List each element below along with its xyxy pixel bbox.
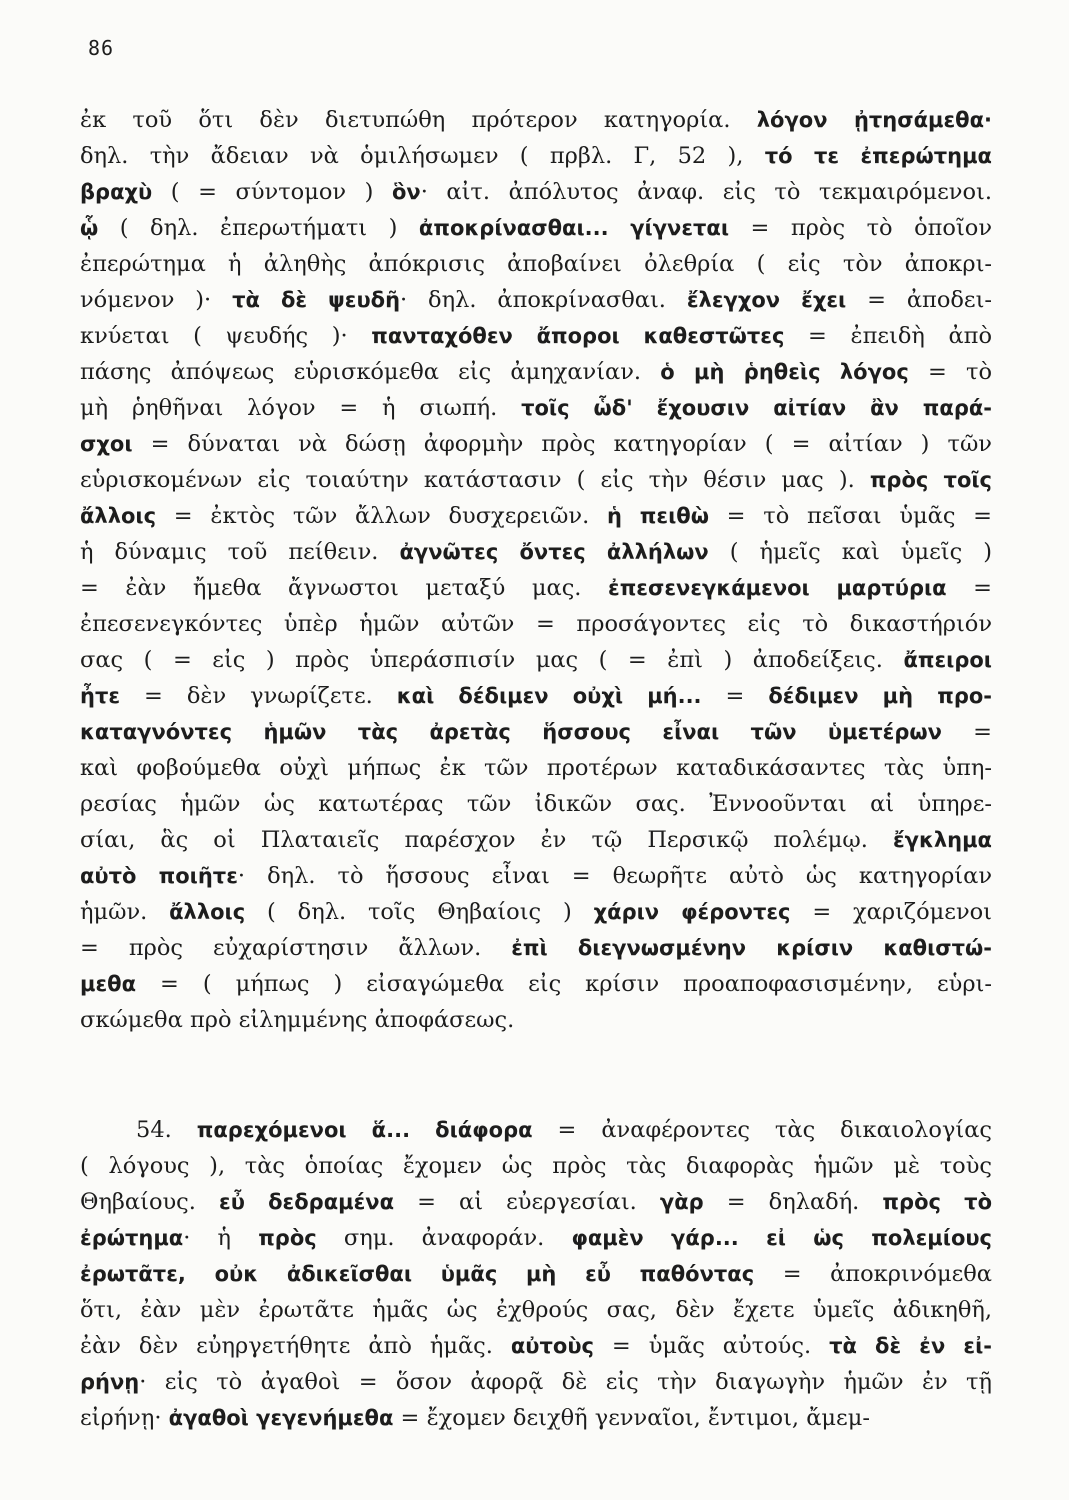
- gloss-text: ( δηλ. ἐπερωτήματι ): [98, 215, 419, 241]
- text-line: [80, 858, 992, 894]
- gloss-text: · αἰτ. ἀπόλυτος ἀναφ. εἰς τὸ τεκμαιρόμενοι.: [420, 179, 992, 205]
- gloss-text: κνύεται ( ψευδής )·: [80, 323, 372, 349]
- gloss-text: = ἐπειδὴ ἀπὸ: [784, 323, 992, 349]
- text-line: [80, 534, 992, 570]
- gloss-text: · δηλ. ἀποκρίνασθαι.: [400, 287, 687, 313]
- lemma-bold: πανταχόθεν ἄποροι καθεστῶτες: [371, 324, 785, 348]
- gloss-text: = ἀποκρινόμεθα: [754, 1261, 992, 1287]
- lemma-bold: αὐτὸ ποιῆτε: [80, 864, 238, 888]
- text-line: [80, 102, 992, 138]
- lemma-bold: ἐπὶ διεγνωσμένην κρίσιν καθιστώ-: [511, 936, 992, 960]
- lemma-bold: τὰ δὲ ψευδῆ: [232, 288, 401, 312]
- gloss-text: = δύναται νὰ δώσῃ ἀφορμὴν πρὸς κατηγορίαν ( = αἰτίαν ) τῶν: [132, 431, 992, 457]
- text-line: [80, 894, 992, 930]
- lemma-bold: ἐπεσενεγκάμενοι μαρτύρια: [608, 576, 947, 600]
- gloss-text: ( ἡμεῖς καὶ ὑμεῖς ): [708, 539, 992, 565]
- text-line: [80, 1328, 992, 1364]
- page-number: 86: [88, 36, 115, 60]
- text-line: [80, 318, 992, 354]
- lemma-bold: καταγνόντες ἡμῶν τὰς ἀρετὰς ἥσσους εἶναι τῶν ὑμετέρων: [80, 720, 942, 744]
- gloss-text: εἰρήνῃ·: [80, 1405, 169, 1431]
- gloss-text: = χαριζόμενοι: [790, 899, 992, 925]
- lemma-bold: ὃν: [391, 180, 421, 204]
- lemma-bold: πρὸς τὸ: [882, 1190, 992, 1214]
- text-line: [80, 1256, 992, 1292]
- text-line: [80, 1400, 992, 1436]
- lemma-bold: ᾧ: [80, 216, 99, 240]
- gloss-text: = ( μήπως ) εἰσαγώμεθα εἰς κρίσιν προαποφασισμένην, εὑρι-: [136, 971, 992, 997]
- text-line: [80, 714, 992, 750]
- lemma-bold: φαμὲν γάρ... εἰ ὡς πολεμίους: [571, 1226, 992, 1250]
- gloss-text: σημ. ἀναφοράν.: [316, 1225, 572, 1251]
- gloss-text: =: [701, 683, 769, 709]
- gloss-text: · δηλ. τὸ ἥσσους εἶναι = θεωρῆτε αὐτὸ ὡς κατηγορίαν: [237, 863, 992, 889]
- lemma-bold: ἄλλοις: [169, 900, 246, 924]
- lemma-bold: πρὸς τοῖς: [869, 468, 992, 492]
- gloss-text: σκώμεθα πρὸ εἰλημμένης ἀποφάσεως.: [80, 1007, 515, 1033]
- gloss-text: ὅτι, ἐὰν μὲν ἐρωτᾶτε ἡμᾶς ὡς ἐχθρούς σας, δὲν ἔχετε ὑμεῖς ἀδικηθῆ,: [80, 1297, 992, 1323]
- text-line: [80, 678, 992, 714]
- gloss-text: = πρὸς εὐχαρίστησιν ἄλλων.: [80, 935, 512, 961]
- text-line: [80, 1184, 992, 1220]
- gloss-text: μὴ ῥηθῆναι λόγον = ἡ σιωπή.: [80, 395, 522, 421]
- lemma-bold: ἄλλοις: [80, 504, 157, 528]
- gloss-text: πάσης ἀπόψεως εὑρισκόμεθα εἰς ἀμηχανίαν.: [80, 359, 661, 385]
- text-line: [80, 246, 992, 282]
- gloss-text: ( = σύντομον ): [152, 179, 392, 205]
- gloss-text: καὶ φοβούμεθα οὐχὶ μήπως ἐκ τῶν προτέρων καταδικάσαντες τὰς ὑπη-: [80, 755, 992, 781]
- text-line: [80, 210, 992, 246]
- lemma-bold: ρήνῃ: [80, 1370, 140, 1394]
- gloss-text: = ἀναφέροντες τὰς δικαιολογίας: [532, 1117, 992, 1143]
- lemma-bold: ἐρωτᾶτε, οὐκ ἀδικεῖσθαι ὑμᾶς μὴ εὖ παθόντας: [80, 1262, 755, 1286]
- gloss-text: = δὲν γνωρίζετε.: [120, 683, 397, 709]
- gloss-text: ἐπερώτημα ἡ ἀληθὴς ἀπόκρισις ἀποβαίνει ὀλεθρία ( εἰς τὸν ἀποκρι-: [80, 251, 992, 277]
- lemma-bold: ἀποκρίνασθαι... γίγνεται: [418, 216, 730, 240]
- text-line: [80, 786, 992, 822]
- text-line: [80, 354, 992, 390]
- text-line: [80, 1148, 992, 1184]
- lemma-bold: ἄπειροι: [903, 648, 992, 672]
- lemma-bold: σχοι: [80, 432, 133, 456]
- lemma-bold: χάριν φέροντες: [593, 900, 791, 924]
- text-line: [80, 282, 992, 318]
- gloss-text: = πρὸς τὸ ὁποῖον: [729, 215, 992, 241]
- gloss-text: Θηβαίους.: [80, 1189, 220, 1215]
- lemma-bold: μεθα: [80, 972, 136, 996]
- lemma-bold: ἀγαθοὶ γεγενήμεθα: [168, 1406, 394, 1430]
- gloss-text: = δηλαδή.: [703, 1189, 883, 1215]
- lemma-bold: ὁ μὴ ῥηθεὶς λόγος: [660, 360, 909, 384]
- gloss-text: δηλ. τὴν ἄδειαν νὰ ὁμιλήσωμεν ( πρβλ. Γ, 52 ),: [80, 143, 765, 169]
- lemma-bold: καὶ δέδιμεν οὐχὶ μή...: [396, 684, 702, 708]
- lemma-bold: παρεχόμενοι ἅ... διάφορα: [196, 1118, 533, 1142]
- lemma-bold: αὐτοὺς: [510, 1334, 594, 1358]
- gloss-text: = ἐὰν ἤμεθα ἄγνωστοι μεταξύ μας.: [80, 575, 608, 601]
- lemma-bold: ἐρώτημα: [80, 1226, 184, 1250]
- lemma-bold: γὰρ: [659, 1190, 704, 1214]
- gloss-text: ( δηλ. τοῖς Θηβαίοις ): [245, 899, 594, 925]
- lemma-bold: τό τε ἐπερώτημα: [764, 144, 992, 168]
- gloss-text: = ὑμᾶς αὐτούς.: [593, 1333, 830, 1359]
- gloss-text: = τὸ πεῖσαι ὑμᾶς =: [708, 503, 992, 529]
- lemma-bold: πρὸς: [258, 1226, 317, 1250]
- lemma-bold: τοῖς ὧδ' ἔχουσιν αἰτίαν ἂν παρά-: [521, 396, 992, 420]
- gloss-text: ἡμῶν.: [80, 899, 170, 925]
- lemma-bold: ἔλεγχον ἔχει: [686, 288, 847, 312]
- gloss-text: νόμενον )·: [80, 287, 233, 313]
- text-line: [80, 930, 992, 966]
- lemma-bold: εὖ δεδραμένα: [219, 1190, 395, 1214]
- text-line: [80, 1292, 992, 1328]
- gloss-text: σας ( = εἰς ) πρὸς ὑπεράσπισίν μας ( = ἐπὶ ) ἀποδείξεις.: [80, 647, 904, 673]
- text-line: [80, 498, 992, 534]
- text-line: [80, 1364, 992, 1400]
- gloss-text: = ἔχομεν δειχθῆ γενναῖοι, ἔντιμοι, ἄμεμ-: [393, 1405, 870, 1431]
- text-line: [80, 822, 992, 858]
- lemma-bold: ἔγκλημα: [892, 828, 992, 852]
- gloss-text: =: [946, 575, 992, 601]
- gloss-text: = ἐκτὸς τῶν ἄλλων δυσχερειῶν.: [156, 503, 607, 529]
- text-line: [80, 642, 992, 678]
- text-line: [80, 138, 992, 174]
- gloss-text: = ἀποδει-: [846, 287, 992, 313]
- gloss-text: · ἡ: [183, 1225, 259, 1251]
- gloss-text: εὑρισκομένων εἰς τοιαύτην κατάστασιν ( εἰς τὴν θέσιν μας ).: [80, 467, 870, 493]
- lemma-bold: ἡ πειθὼ: [606, 504, 709, 528]
- lemma-bold: βραχὺ: [80, 180, 153, 204]
- gloss-text: ἐὰν δὲν εὐηργετήθητε ἀπὸ ἡμᾶς.: [80, 1333, 511, 1359]
- gloss-text: ἐπεσενεγκόντες ὑπὲρ ἡμῶν αὐτῶν = προσάγοντες εἰς τὸ δικαστήριόν: [80, 611, 992, 637]
- text-line: [80, 966, 992, 1002]
- text-line: [80, 426, 992, 462]
- gloss-text: 54.: [136, 1117, 197, 1143]
- gloss-text: = αἱ εὐεργεσίαι.: [394, 1189, 660, 1215]
- gloss-text: =: [941, 719, 992, 745]
- gloss-text: ἡ δύναμις τοῦ πείθειν.: [80, 539, 400, 565]
- commentary-paragraph: [80, 102, 992, 1038]
- lemma-bold: λόγον ᾐτησάμεθα·: [756, 108, 992, 132]
- gloss-text: ( λόγους ), τὰς ὁποίας ἔχομεν ὡς πρὸς τὰς διαφορὰς ἡμῶν μὲ τοὺς: [80, 1153, 992, 1179]
- text-line: [80, 1112, 992, 1148]
- lemma-bold: ἦτε: [80, 684, 121, 708]
- gloss-text: = τὸ: [908, 359, 992, 385]
- text-line: [80, 750, 992, 786]
- gloss-text: ἐκ τοῦ ὅτι δὲν διετυπώθη πρότερον κατηγορία.: [80, 107, 757, 133]
- text-line: [80, 174, 992, 210]
- lemma-bold: δέδιμεν μὴ προ-: [768, 684, 992, 708]
- commentary-paragraph-54: [80, 1112, 992, 1436]
- text-line: [80, 390, 992, 426]
- gloss-text: · εἰς τὸ ἀγαθοὶ = ὅσον ἀφορᾷ δὲ εἰς τὴν διαγωγὴν ἡμῶν ἐν τῇ: [139, 1369, 992, 1395]
- gloss-text: σίαι, ἃς οἱ Πλαταιεῖς παρέσχον ἐν τῷ Περσικῷ πολέμῳ.: [80, 827, 893, 853]
- text-line: [80, 462, 992, 498]
- text-line: [80, 570, 992, 606]
- text-line: [80, 606, 992, 642]
- lemma-bold: τὰ δὲ ἐν εἰ-: [829, 1334, 992, 1358]
- text-line: [80, 1220, 992, 1256]
- gloss-text: ρεσίας ἡμῶν ὡς κατωτέρας τῶν ἰδικῶν σας. Ἐννοοῦνται αἱ ὑπηρε-: [80, 791, 992, 817]
- lemma-bold: ἀγνῶτες ὄντες ἀλλήλων: [399, 540, 709, 564]
- text-line: [80, 1002, 992, 1038]
